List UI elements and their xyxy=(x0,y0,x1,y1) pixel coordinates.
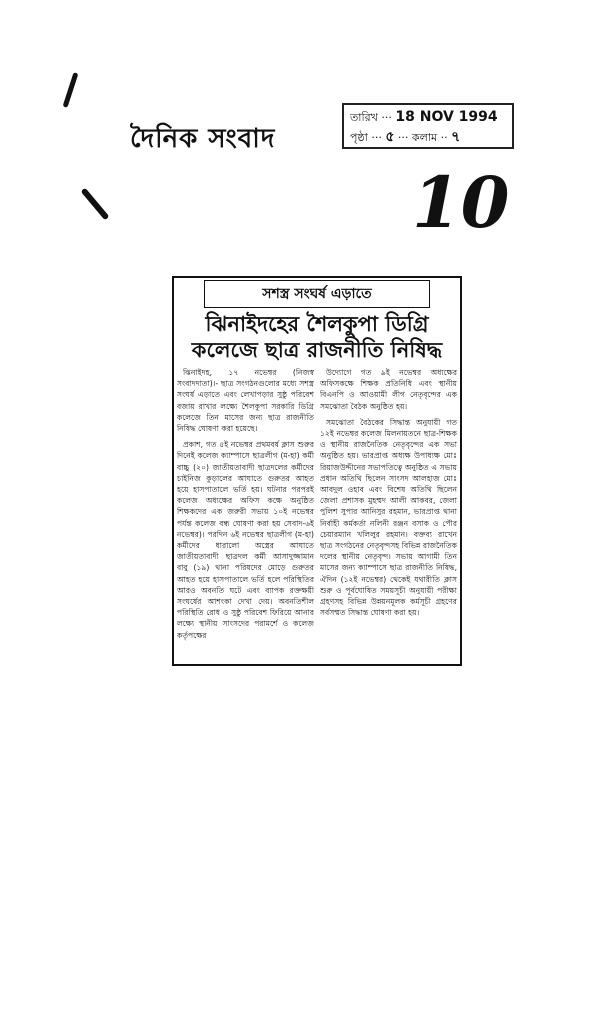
stamp-column-value: ৭ xyxy=(451,129,461,145)
article-kicker: সশস্ত্র সংঘর্ষ এড়াতে xyxy=(204,280,430,308)
stamp-date-row: তারিখ ··· 18 NOV 1994 xyxy=(350,109,498,125)
stamp-page-row: পৃষ্ঠা ··· ৫ ··· কলাম ·· ৭ xyxy=(350,129,461,145)
pen-mark-stroke xyxy=(80,188,109,221)
stamp-page-label: পৃষ্ঠা xyxy=(350,131,368,144)
paragraph: সমঝোতা বৈঠকের সিদ্ধান্ত অনুযায়ী গত ১২ই নভেম্বর কলেজ মিলনায়তনে ছাত্র-শিক্ষক ও স্থানীয় রাজনৈতিক নেতৃবৃন্দের এক সভা অনুষ্ঠিত হয়। ভারপ্রাপ্ত অধ্যক্ষ উপাধ্যক্ষ মোঃ রিয়াজউদ্দীনের সভাপতিত্বে অনুষ্ঠিত এ সভায় প্রধান অতিথি ছিলেন সাংসদ আলহাজ মোঃ আবদুল ওহাব এবং বিশেষ অতিথি ছিলেন জেলা প্রশাসক মুহম্মদ আলী আকবর, জেলা পুলিশ সুপার আনিসুর রহমান, ভারপ্রাপ্ত থানা নির্বাহী কর্মকর্তা নলিনী রঞ্জন বসাক ও পৌর চেয়ারম্যান খলিলুর রহমান। বক্তব্য রাখেন ছাত্র সংগঠনের নেতৃবৃন্দসহ বিভিন্ন রাজনৈতিক দলের স্থানীয় নেতৃবৃন্দ। সভায় আগামী তিন মাসের জন্য ক্যাম্পাসে ছাত্র রাজনীতি নিষিদ্ধ, ঐদিন (১২ই নভেম্বর) থেকেই যথারীতি ক্লাস শুরু ও পূর্বঘোষিত সময়সূচী অনুযায়ী পরীক্ষা গ্রহণসহ বিভিন্ন উন্নয়নমূলক কর্মসূচী গ্রহণের সর্বসম্মত সিদ্ধান্ত ঘোষণা করা হয়। xyxy=(320,417,457,618)
headline-line-2: কলেজে ছাত্র রাজনীতি নিষিদ্ধ xyxy=(191,338,443,362)
newspaper-masthead: দৈনিক সংবাদ xyxy=(130,124,276,154)
news-clipping xyxy=(172,276,462,666)
article-body xyxy=(174,367,460,646)
stamp-column-label: কলাম xyxy=(411,131,438,144)
archive-stamp xyxy=(342,103,514,149)
paragraph: উদ্যোগে গত ৯ই নভেম্বর অধ্যক্ষের অফিসকক্ষে শিক্ষক প্রতিনিধি এবং স্থানীয় বিএনপি ও আওয়ামী লীগ নেতৃবৃন্দের এক সমঝোতা বৈঠক অনুষ্ঠিত হয়। xyxy=(320,368,457,411)
article-column-1 xyxy=(177,367,314,646)
article-headline xyxy=(176,311,458,363)
article-column-2 xyxy=(320,367,457,646)
stamp-date-label: তারিখ xyxy=(350,111,378,124)
headline-line-1: ঝিনাইদহের শৈলকুপা ডিগ্রি xyxy=(205,312,429,336)
paragraph: ঝিনাইদহ, ১৭ নভেম্বর (নিজস্ব সংবাদদাতা)।- ছাত্র সংগঠনগুলোর মধ্যে সশস্ত্র সংঘর্ষ এড়াতে এবং লেখাপড়ার সুষ্ঠু পরিবেশ বজায় রাখার লক্ষ্যে শৈলকুপা সরকারি ডিগ্রি কলেজে তিন মাসের জন্য ছাত্র রাজনীতি নিষিদ্ধ ঘোষণা করা হয়েছে। xyxy=(177,368,314,434)
pen-mark-slash xyxy=(63,72,79,108)
stamp-page-value: ৫ xyxy=(385,129,395,145)
paragraph: প্রকাশ, গত ৫ই নভেম্বর প্রথমবর্ষ ক্লাস শুরুর দিনেই কলেজ ক্যাম্পাসে ছাত্রলীগ (ম-হা) কর্মী বাচ্চু (২০) জাতীয়তাবাদী ছাত্রদলের কর্মীদের চাইনিজ কুড়ালের আঘাতে গুরুতর আহত হয়ে হাসপাতালে ভর্তি হয়। ঘটনার পরপরই কলেজ অধ্যক্ষের অফিস কক্ষে অনুষ্ঠিত শিক্ষকদের এক জরুরী সভায় ১০ই নভেম্বর পর্যন্ত কলেজ বন্ধ ঘোষণা করা হয় সেবাদ-৬ই নভেম্বর)। পরদিন ৬ই নভেম্বর ছাত্রলীগ (ম-হা) কর্মীদের ধারালো অস্ত্রের আঘাতে জাতীয়তাবাদী ছাত্রদল কর্মী আসাদুজ্জামান বাবু (১৯) থানা পরিষদের মোড়ে গুরুতর আহত হয়ে হাসপাতালে ভর্তি হলে পরিস্থিতির আরও অবনতি ঘটে এবং ব্যাপক রক্তক্ষয়ী সংঘর্ষের আশংকা দেখা দেয়। অবনতিশীল পরিস্থিতি রোধ ও সুষ্ঠু পরিবেশ ফিরিয়ে আনার লক্ষ্যে স্থানীয় সাংসদের পরামর্শে ও কলেজ কর্তৃপক্ষের xyxy=(177,440,314,640)
stamp-date-value: 18 NOV 1994 xyxy=(395,109,498,125)
handwritten-number: 10 xyxy=(412,161,510,244)
